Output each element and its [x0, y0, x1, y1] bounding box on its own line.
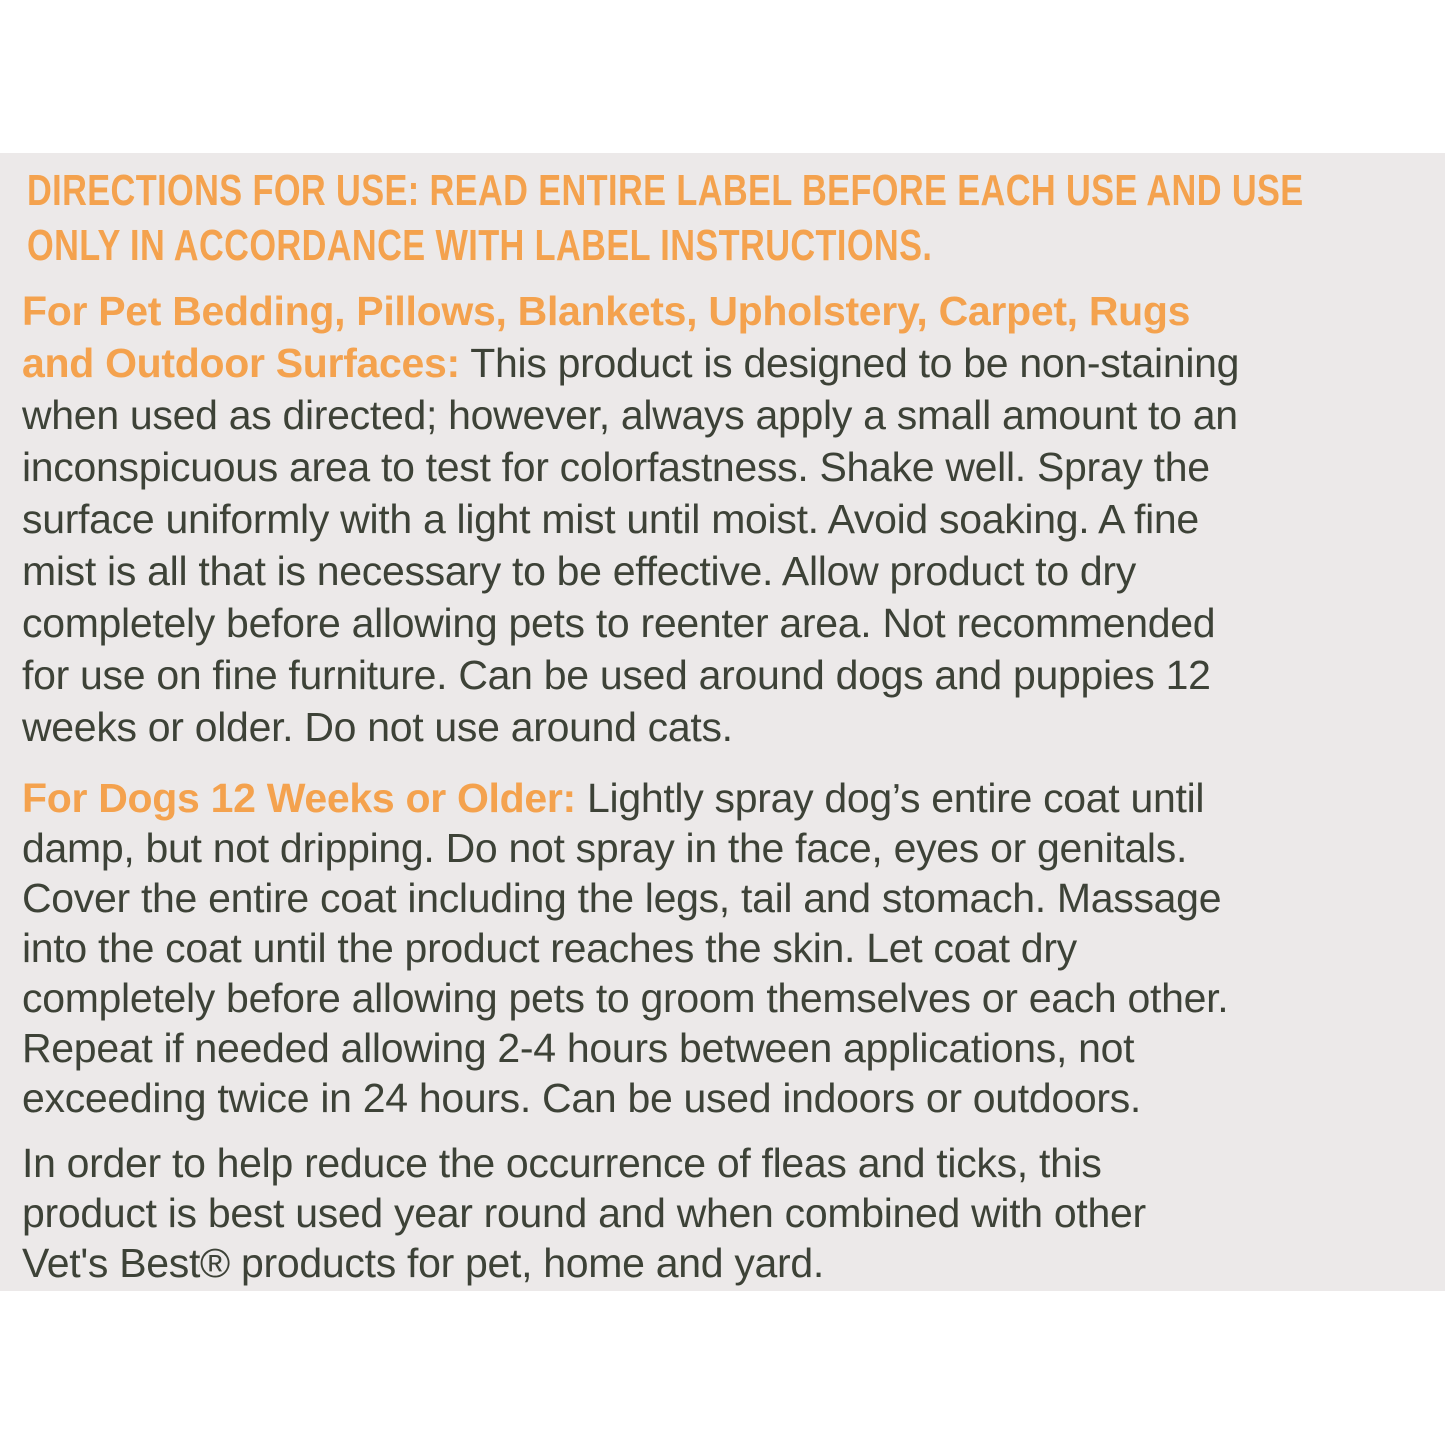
- text-line: [22, 285, 1239, 337]
- body-text: when used as directed; however, always apply a small amount to an: [22, 392, 1238, 438]
- body-text: Vet's Best® products for pet, home and yard.: [22, 1240, 824, 1286]
- text-line: [22, 1188, 1146, 1238]
- body-text: In order to help reduce the occurrence of fleas and ticks, this: [22, 1140, 1102, 1186]
- product-label: [0, 153, 1445, 1291]
- body-text: mist is all that is necessary to be effective. Allow product to dry: [22, 548, 1136, 594]
- body-text: Repeat if needed allowing 2-4 hours between applications, not: [22, 1025, 1135, 1071]
- body-text: for use on fine furniture. Can be used around dogs and puppies 12: [22, 652, 1211, 698]
- body-text: inconspicuous area to test for colorfastness. Shake well. Spray the: [22, 444, 1210, 490]
- text-line: [22, 1023, 1228, 1073]
- body-text: damp, but not dripping. Do not spray in the face, eyes or genitals.: [22, 825, 1188, 871]
- body-text: surface uniformly with a light mist until moist. Avoid soaking. A fine: [22, 496, 1199, 542]
- text-line: [22, 597, 1239, 649]
- text-line: [22, 1073, 1228, 1123]
- text-line: [22, 493, 1239, 545]
- text-line: [22, 923, 1228, 973]
- text-line: [22, 389, 1239, 441]
- bedding-directions: [22, 285, 1239, 753]
- body-text: exceeding twice in 24 hours. Can be used indoors or outdoors.: [22, 1075, 1142, 1121]
- body-text: product is best used year round and when combined with other: [22, 1190, 1146, 1236]
- text-line: [22, 441, 1239, 493]
- body-text: completely before allowing pets to groom themselves or each other.: [22, 975, 1229, 1021]
- text-line: [22, 1138, 1146, 1188]
- section-lead: For Pet Bedding, Pillows, Blankets, Upholstery, Carpet, Rugs: [22, 288, 1191, 334]
- directions-heading: [27, 163, 1304, 273]
- text-line: [22, 823, 1228, 873]
- dog-directions: [22, 773, 1228, 1123]
- text-line: [22, 873, 1228, 923]
- body-text: Cover the entire coat including the legs, tail and stomach. Massage: [22, 875, 1222, 921]
- usage-note: [22, 1138, 1146, 1288]
- body-text: into the coat until the product reaches the skin. Let coat dry: [22, 925, 1077, 971]
- heading-line: ONLY IN ACCORDANCE WITH LABEL INSTRUCTIONS.: [27, 221, 933, 270]
- text-line: [22, 773, 1228, 823]
- section-lead: For Dogs 12 Weeks or Older:: [22, 775, 576, 821]
- body-text: completely before allowing pets to reenter area. Not recommended: [22, 600, 1216, 646]
- text-line: [22, 701, 1239, 753]
- text-line: [22, 1238, 1146, 1288]
- body-text: weeks or older. Do not use around cats.: [22, 704, 733, 750]
- heading-line: DIRECTIONS FOR USE: READ ENTIRE LABEL BEFORE EACH USE AND USE: [27, 166, 1304, 215]
- text-line: [22, 973, 1228, 1023]
- text-line: [22, 649, 1239, 701]
- section-lead: and Outdoor Surfaces:: [22, 340, 460, 386]
- text-line: [22, 545, 1239, 597]
- body-text: Lightly spray dog’s entire coat until: [575, 775, 1205, 821]
- body-text: This product is designed to be non-staining: [459, 340, 1240, 386]
- text-line: [22, 337, 1239, 389]
